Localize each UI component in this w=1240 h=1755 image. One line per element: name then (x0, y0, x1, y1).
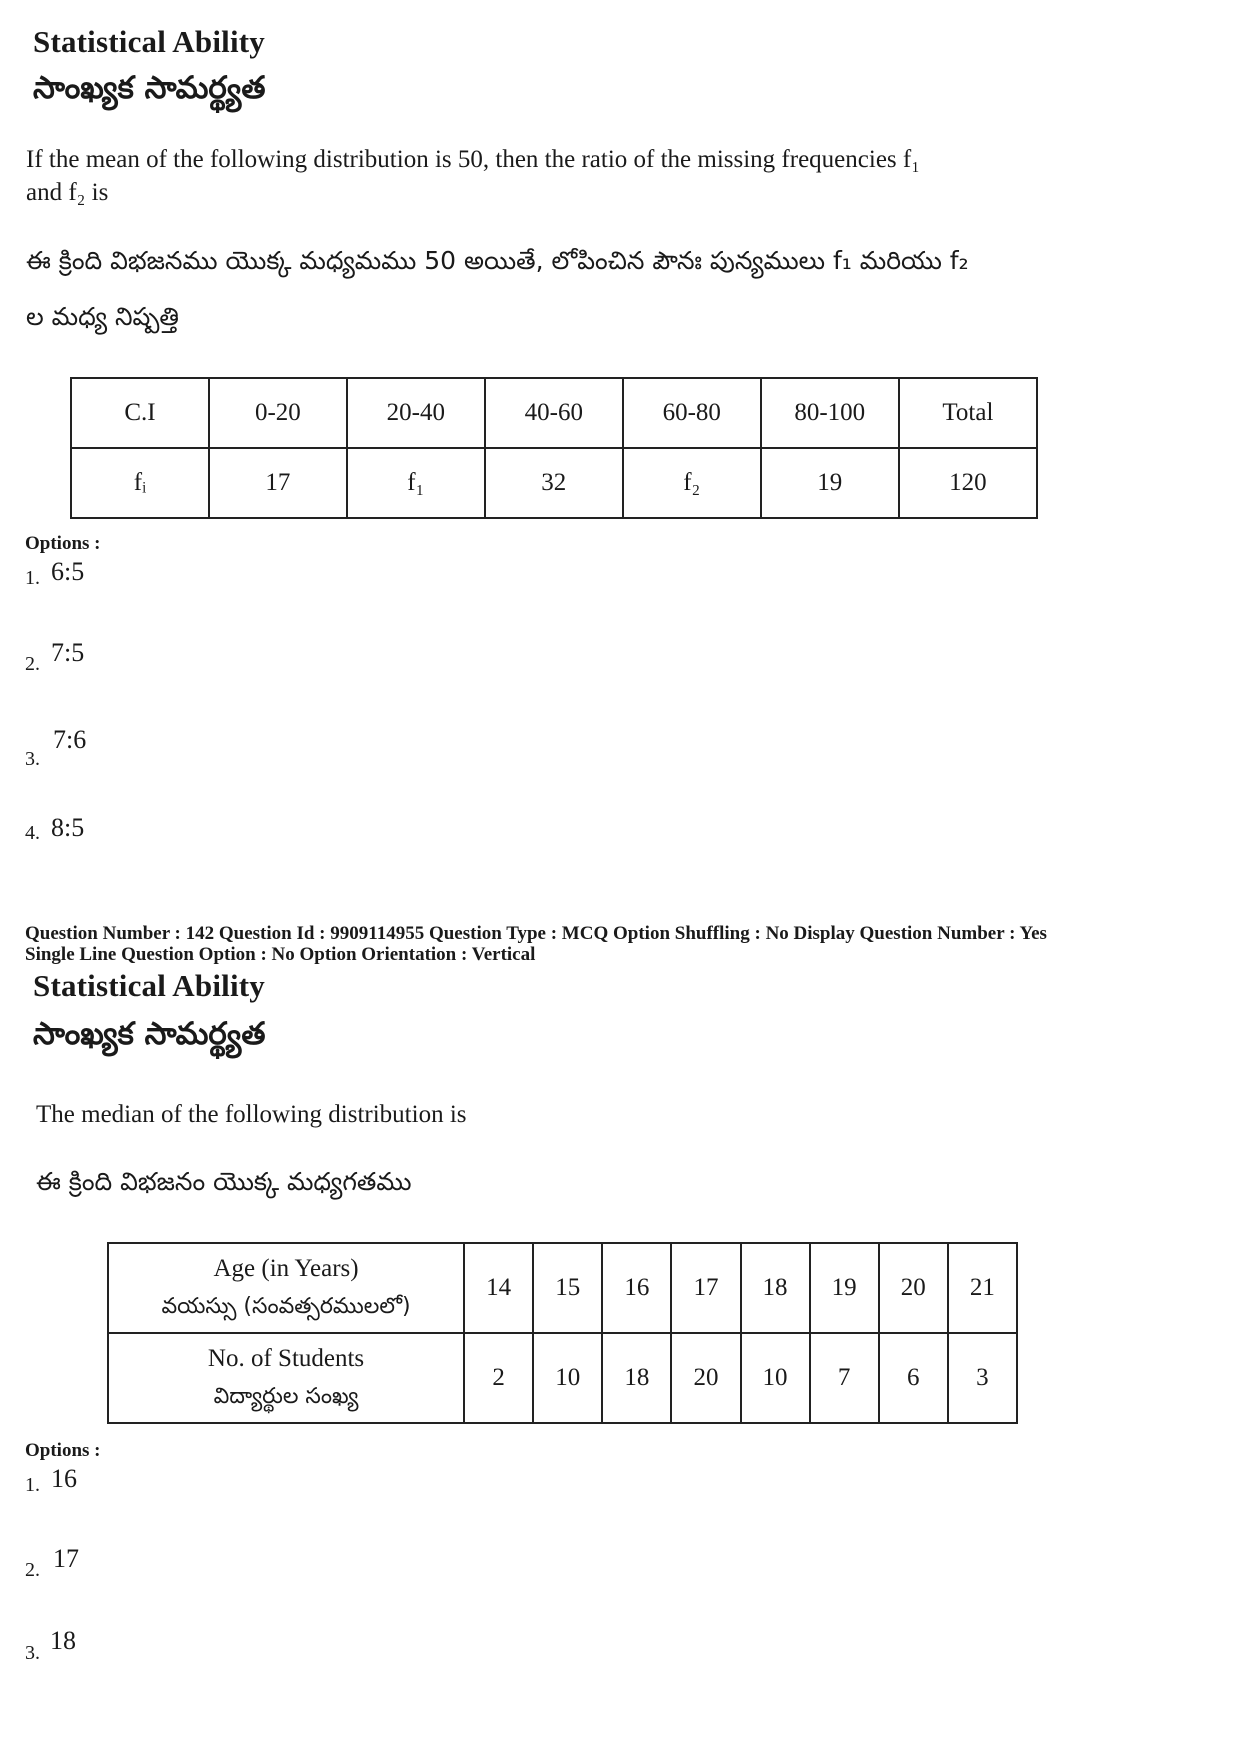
option-value[interactable]: 17 (53, 1544, 79, 1573)
table-cell: 17 (671, 1243, 740, 1333)
table-cell: 3 (948, 1333, 1017, 1423)
question-telugu: ఈ క్రింది విభజనం యొక్క మధ్యగతము (36, 1167, 412, 1196)
table-cell: 18 (741, 1243, 810, 1333)
table-cell: 2 (464, 1333, 533, 1423)
row-label-telugu: విద్యార్థుల సంఖ్య (213, 1384, 359, 1409)
table-header-cell (108, 1243, 464, 1333)
table-cell: 20-40 (347, 378, 485, 448)
table-row (71, 378, 1037, 448)
table-cell: 0-20 (209, 378, 347, 448)
table-cell: 32 (485, 448, 623, 518)
table-cell: 14 (464, 1243, 533, 1333)
section-title-telugu: సాంఖ్యక సామర్థ్యత (33, 70, 266, 106)
option-number: 4. (25, 822, 40, 844)
table-cell: 21 (948, 1243, 1017, 1333)
option-value[interactable]: 6:5 (51, 557, 85, 586)
question-text: The median of the following distribution is (36, 1101, 467, 1128)
option-number: 3. (25, 748, 40, 770)
option-value[interactable]: 8:5 (51, 813, 85, 842)
option-value[interactable]: 18 (50, 1626, 76, 1655)
options-label: Options : (25, 533, 101, 554)
age-distribution-table (107, 1242, 1018, 1424)
section-title-telugu: సాంఖ్యక సామర్థ్యత (33, 1016, 266, 1052)
question-text-line1: If the mean of the following distribution is 50, then the ratio of the missing frequencies f₁ (26, 146, 920, 173)
row-label: No. of Students (207, 1345, 365, 1372)
table-header-cell (108, 1333, 464, 1423)
option-number: 1. (25, 567, 40, 589)
option-number: 1. (25, 1474, 40, 1496)
table-cell: 19 (810, 1243, 879, 1333)
table-cell: f₂ (623, 448, 761, 518)
row-label-telugu: వయస్సు (సంవత్సరములలో) (161, 1294, 411, 1319)
question-meta-line2: Single Line Question Option : No Option Orientation : Vertical (25, 944, 536, 965)
table-cell: C.I (71, 378, 209, 448)
table-cell: 15 (533, 1243, 602, 1333)
table-cell: f₁ (347, 448, 485, 518)
option-value[interactable]: 7:6 (53, 725, 87, 754)
table-cell: fᵢ (71, 448, 209, 518)
table-row (71, 448, 1037, 518)
table-row (108, 1333, 1017, 1423)
section-title: Statistical Ability (33, 24, 266, 59)
table-cell: 40-60 (485, 378, 623, 448)
distribution-table (70, 377, 1038, 519)
question-text-line2: and f₂ is (26, 179, 109, 206)
options-label: Options : (25, 1440, 101, 1461)
question-telugu-line2: ల మధ్య నిష్పత్తి (26, 302, 179, 331)
table-cell: Total (899, 378, 1037, 448)
table-cell: 120 (899, 448, 1037, 518)
section-title: Statistical Ability (33, 968, 266, 1003)
table-cell: 7 (810, 1333, 879, 1423)
table-row (108, 1243, 1017, 1333)
table-cell: 20 (671, 1333, 740, 1423)
option-number: 2. (25, 653, 40, 675)
table-cell: 10 (741, 1333, 810, 1423)
table-cell: 6 (879, 1333, 948, 1423)
table-cell: 17 (209, 448, 347, 518)
option-value[interactable]: 16 (51, 1464, 77, 1493)
option-number: 2. (25, 1559, 40, 1581)
row-label: Age (in Years) (213, 1255, 359, 1282)
table-cell: 19 (761, 448, 899, 518)
option-number: 3. (25, 1642, 40, 1664)
table-cell: 18 (602, 1333, 671, 1423)
table-cell: 10 (533, 1333, 602, 1423)
question-telugu-line1: ఈ క్రింది విభజనము యొక్క మధ్యమము 50 అయితే, లోపించిన పౌనః పున్యములు f₁ మరియు f₂ (26, 246, 969, 275)
table-cell: 16 (602, 1243, 671, 1333)
question-meta-line1: Question Number : 142 Question Id : 9909114955 Question Type : MCQ Option Shuffling : No Display Question Number : Yes (25, 923, 1047, 944)
table-cell: 80-100 (761, 378, 899, 448)
option-value[interactable]: 7:5 (51, 638, 85, 667)
table-cell: 20 (879, 1243, 948, 1333)
table-cell: 60-80 (623, 378, 761, 448)
